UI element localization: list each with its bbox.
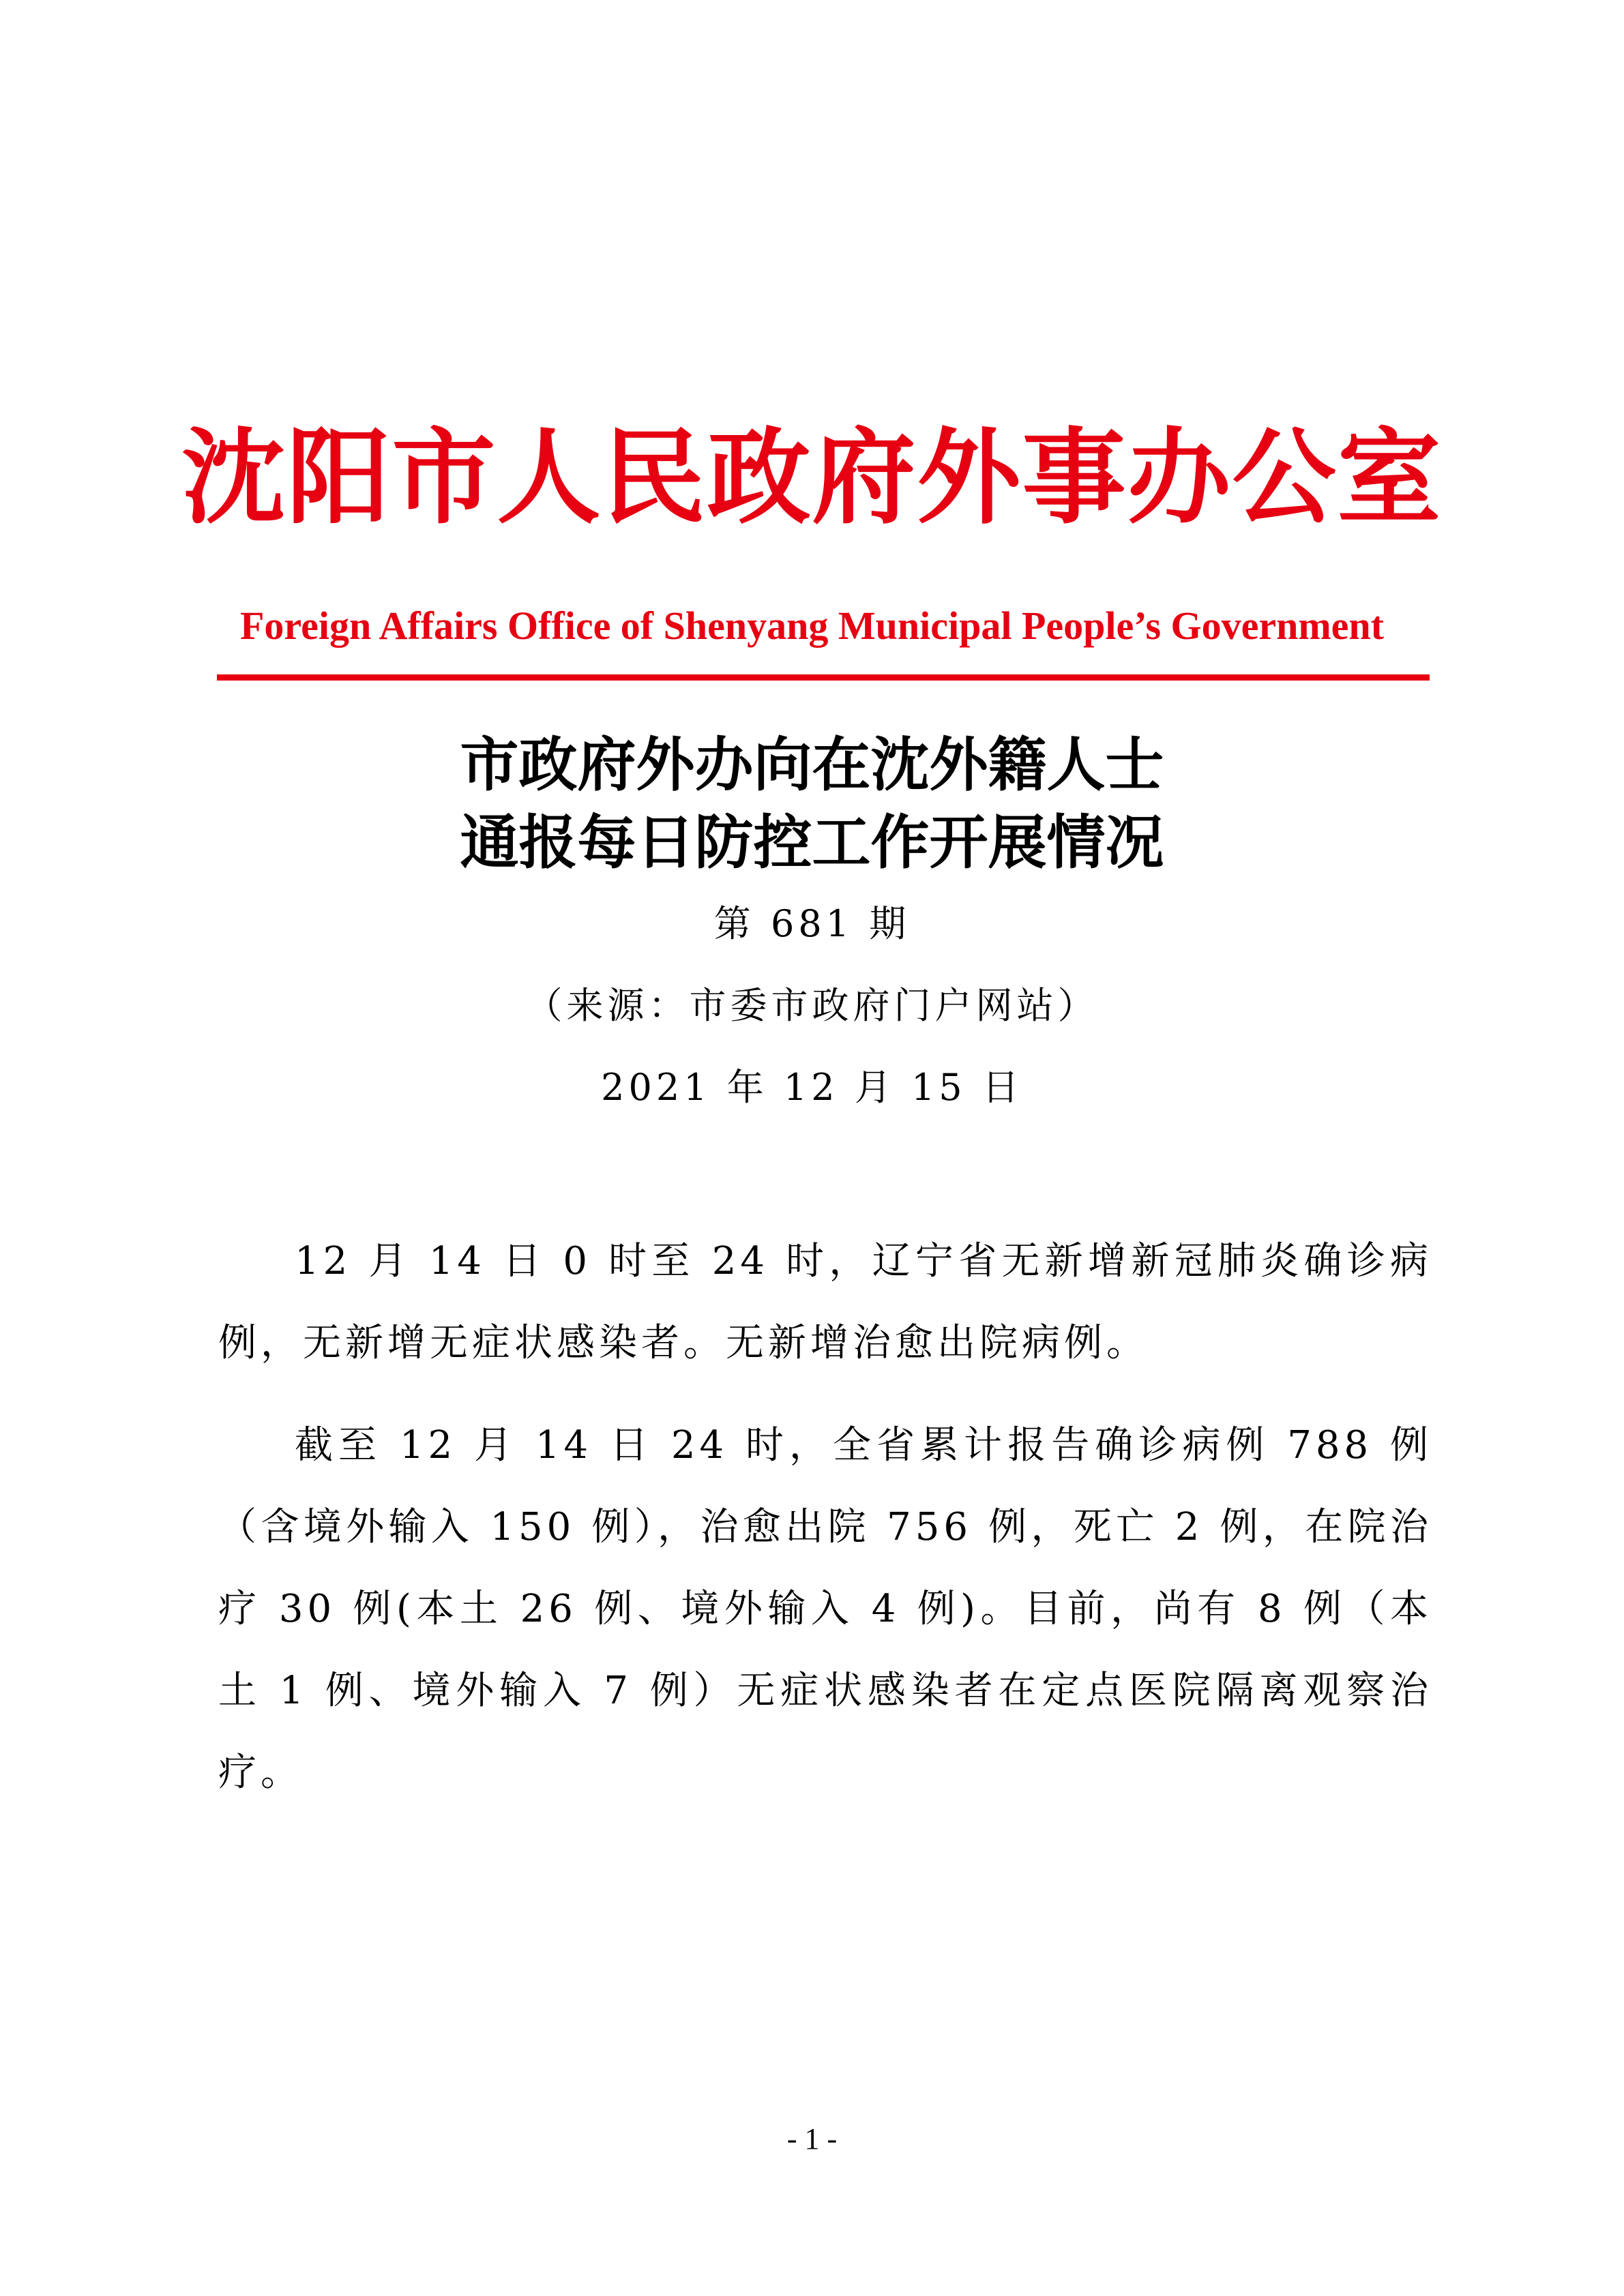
title-line-1: 市政府外办向在沈外籍人士 [460, 730, 1164, 799]
source-note: （来源：市委市政府门户网站） [525, 984, 1099, 1027]
publish-date: 2021 年 12 月 15 日 [601, 1066, 1023, 1109]
letterhead-org-cn: 沈阳市人民政府外事办公室 [181, 416, 1443, 538]
paragraph: 截至 12 月 14 日 24 时，全省累计报告确诊病例 788 例（含境外输入 150 例），治愈出院 756 例，死亡 2 例，在院治疗 30 例(本土 26 例、境外输入 4 例)。目前，尚有 8 例（本土 1 例、境外输入 7 例）无症状感染者在定点医院隔离观察治疗。 [218, 1423, 1432, 1795]
page-number: - 1 - [786, 2122, 838, 2156]
letterhead-rule [217, 674, 1430, 681]
title-line-2: 通报每日防控工作开展情况 [460, 808, 1164, 877]
document-title [0, 726, 1624, 882]
body-text [218, 1221, 1432, 1834]
issue-number: 第 681 期 [713, 902, 911, 945]
paragraph: 12 月 14 日 0 时至 24 时，辽宁省无新增新冠肺炎确诊病例，无新增无症状感染者。无新增治愈出院病例。 [218, 1239, 1432, 1365]
letterhead-org-en: Foreign Affairs Office of Shenyang Municipal People’s Government [239, 603, 1384, 648]
